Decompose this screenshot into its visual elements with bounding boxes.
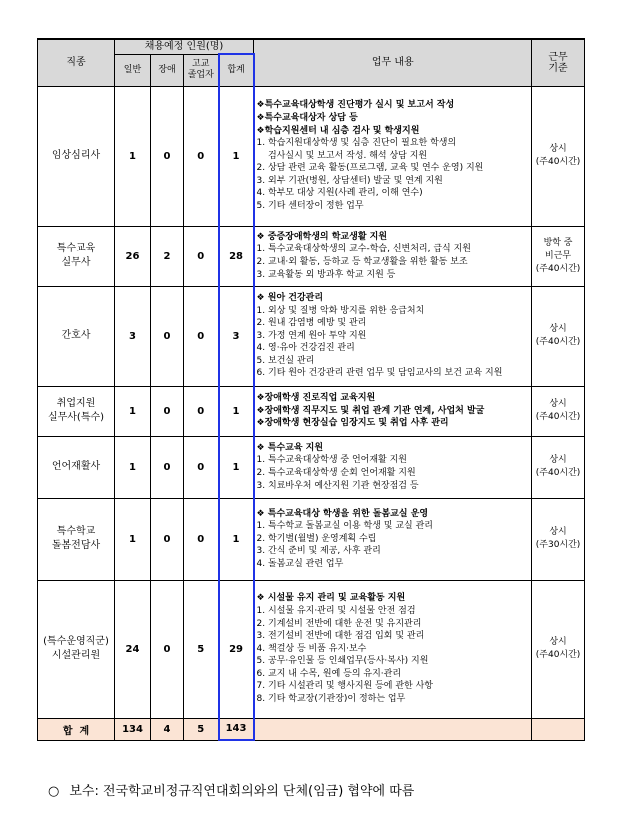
count-general: 1 (115, 386, 151, 436)
duty-item: 1. 특수교육대상학생의 교수-학습, 신변처리, 급식 지원 (256, 244, 471, 255)
work-basis-line: 상시 (549, 527, 567, 537)
duty-item: 4. 학부모 대상 지원(사례 관리, 이해 연수) (256, 188, 423, 199)
duty-item: ❖특수교육대상학생 진단평가 실시 및 보고서 작성 (256, 100, 455, 111)
count-general: 1 (115, 498, 151, 580)
duty-list (254, 386, 532, 436)
duty-item: ❖ 중증장애학생의 학교생활 지원 (256, 231, 388, 242)
duty-item: 4. 영·유아 건강검진 관리 (256, 343, 355, 354)
duty-item: 3. 치료바우처 예산지원 기관 현장점검 등 (256, 480, 419, 491)
header-highschool-line1: 고교 (192, 59, 210, 69)
duty-item: 2. 원내 감염병 예방 및 관리 (256, 318, 367, 329)
count-disabled: 0 (151, 436, 184, 498)
duty-item: 검사실시 및 보고서 작성. 해석 상담 지원 (256, 150, 428, 161)
duty-list (254, 436, 532, 498)
header-work (532, 39, 585, 86)
job-title (38, 498, 115, 580)
job-title-line1: 취업지원 (56, 398, 96, 409)
work-basis-line: (주40시간) (535, 412, 581, 422)
duty-item: 1. 시설물 유지·관리 및 시설물 안전 점검 (256, 605, 416, 616)
work-basis (532, 498, 585, 580)
duty-item: 6. 기타 원아 건강관리 관련 업무 및 담임교사의 보건 교육 지원 (256, 368, 503, 379)
duty-list (254, 226, 532, 286)
duty-item: 3. 가정 연계 원아 투약 지원 (256, 330, 367, 341)
job-title (38, 436, 115, 498)
recruitment-table (37, 38, 585, 741)
work-basis (532, 286, 585, 386)
duty-item: 6. 교지 내 수목, 원예 등의 유지·관리 (256, 668, 402, 679)
duty-item: 5. 보건실 관리 (256, 355, 315, 366)
duty-item: 2. 학기별(월별) 운영계획 수립 (256, 533, 377, 544)
count-highschool: 0 (184, 386, 219, 436)
job-title (38, 580, 115, 718)
work-basis-line: 비근무 (545, 250, 572, 261)
count-sum: 28 (219, 226, 254, 286)
total-work-empty (532, 718, 585, 740)
duty-item: 2. 기계설비 전반에 대한 운전 및 유지관리 (256, 618, 422, 629)
duty-item: ❖장애학생 직무지도 및 취업 관계 기관 연계, 사업처 발굴 (256, 405, 485, 416)
duty-item: 1. 외상 및 질병 악화 방지를 위한 응급처치 (256, 305, 425, 316)
total-row (38, 718, 585, 740)
job-title-line1: 특수학교 (56, 526, 96, 537)
duty-item: ❖장애학생 진로직업 교육지원 (256, 393, 376, 404)
work-basis-line: (주40시간) (535, 650, 581, 660)
work-basis-line: 상시 (549, 455, 567, 465)
work-basis (532, 580, 585, 718)
count-highschool: 0 (184, 498, 219, 580)
count-general: 3 (115, 286, 151, 386)
table-row (38, 226, 585, 286)
count-highschool: 5 (184, 580, 219, 718)
duty-list (254, 580, 532, 718)
duty-item: 2. 교내·외 활동, 등하교 등 학교생활을 위한 활동 보조 (256, 257, 468, 267)
duty-item: 2. 특수교육대상학생 순회 언어재활 지원 (256, 468, 416, 478)
duty-item: 7. 기타 시설관리 및 행사지원 등에 관한 사항 (256, 681, 433, 692)
work-basis-line: (주40시간) (535, 337, 581, 347)
job-title-line1: 특수교육 (56, 243, 96, 254)
duty-item: 3. 교육활동 외 방과후 학교 지원 등 (256, 269, 396, 280)
count-sum: 1 (219, 436, 254, 498)
duty-item: ❖ 특수교육대상 학생을 위한 돌봄교실 운영 (256, 508, 429, 519)
work-basis-line: (주40시간) (535, 157, 581, 167)
header-job: 직종 (38, 39, 115, 86)
table-row (38, 498, 585, 580)
duty-list (254, 498, 532, 580)
job-title (38, 226, 115, 286)
header-highschool-line2: 졸업자 (187, 70, 214, 80)
work-basis-line: (주40시간) (535, 468, 581, 478)
count-highschool: 0 (184, 86, 219, 226)
job-title-line2: 실무사(특수) (47, 412, 105, 423)
count-general: 26 (115, 226, 151, 286)
header-duties: 업무 내용 (254, 39, 532, 86)
duty-item: 1. 특수교육대상학생 중 언어재활 지원 (256, 455, 407, 466)
header-highschool (184, 54, 219, 86)
job-title (38, 286, 115, 386)
duty-list (254, 86, 532, 226)
duty-item: ❖ 특수교육 지원 (256, 442, 324, 453)
duty-item: ❖장애학생 현장실습 임장지도 및 취업 사후 관리 (256, 418, 449, 429)
job-title-line2: 돌봄전담사 (51, 540, 101, 551)
total-highschool: 5 (184, 718, 219, 740)
duty-item: 8. 기타 학교장(기관장)이 정하는 업무 (256, 694, 406, 705)
count-disabled: 0 (151, 498, 184, 580)
note-bullet: ○ (48, 784, 60, 799)
job-title-line2: 실무사 (61, 257, 91, 268)
header-sum: 합계 (219, 54, 254, 86)
duty-item: 1. 학습지원대상학생 및 심층 진단이 필요한 학생의 (256, 138, 457, 149)
duty-item: 2. 상담 관련 교육 활동(프로그램, 교육 및 연수 운영) 지원 (256, 163, 484, 174)
table-row (38, 580, 585, 718)
count-general: 1 (115, 86, 151, 226)
duty-item: 1. 특수학교 돌봄교실 이용 학생 및 교실 관리 (256, 521, 433, 532)
duty-item: 3. 전기설비 전반에 대한 점검 입회 및 관리 (256, 631, 425, 642)
work-basis-line: 상시 (549, 399, 567, 409)
table-row (38, 86, 585, 226)
count-highschool: 0 (184, 286, 219, 386)
duty-item: 3. 외부 기관(병원, 상담센터) 발굴 및 연계 지원 (256, 175, 443, 186)
count-general: 1 (115, 436, 151, 498)
duty-item: ❖학습지원센터 내 심층 검사 및 학생지원 (256, 125, 420, 136)
duty-item: ❖ 시설물 유지 관리 및 교육활동 지원 (256, 593, 406, 604)
table-row (38, 286, 585, 386)
work-basis (532, 86, 585, 226)
count-sum: 29 (219, 580, 254, 718)
total-label: 합 계 (38, 718, 115, 740)
duty-item: 5. 공무·유인물 등 인쇄업무(등사·복사) 지원 (256, 656, 429, 667)
job-title (38, 86, 115, 226)
job-title-line1: 간호사 (61, 330, 91, 341)
duty-item: ❖특수교육대상자 상담 등 (256, 112, 358, 123)
work-basis-line: 상시 (549, 324, 567, 334)
total-disabled: 4 (151, 718, 184, 740)
count-sum: 1 (219, 386, 254, 436)
work-basis-line: 상시 (549, 144, 567, 154)
count-sum: 3 (219, 286, 254, 386)
count-disabled: 0 (151, 286, 184, 386)
note-text: 보수: 전국학교비정규직연대회의와의 단체(임금) 협약에 따름 (69, 784, 415, 799)
work-basis-line: 방학 중 (543, 237, 573, 248)
work-basis-line: (주40시간) (535, 263, 581, 274)
table-row (38, 386, 585, 436)
duty-item: 4. 돌봄교실 관련 업무 (256, 558, 344, 569)
job-title (38, 386, 115, 436)
job-title-line1: 언어재활사 (51, 461, 101, 472)
duty-list (254, 286, 532, 386)
job-title-line1: 임상심리사 (51, 150, 101, 161)
header-planned: 채용예정 인원(명) (115, 39, 254, 54)
duty-item: ❖ 원아 건강관리 (256, 292, 324, 303)
table-row (38, 436, 585, 498)
work-basis (532, 436, 585, 498)
work-basis-line: (주30시간) (535, 540, 581, 550)
duty-item: 3. 간식 준비 및 제공, 사후 관리 (256, 546, 381, 557)
count-sum: 1 (219, 498, 254, 580)
job-title-line2: 시설관리원 (51, 650, 101, 661)
header-work-line2: 기준 (548, 62, 568, 74)
duty-item: 5. 기타 센터장이 정한 업무 (256, 201, 364, 212)
count-sum: 1 (219, 86, 254, 226)
work-basis-line: 상시 (549, 637, 567, 647)
count-disabled: 0 (151, 386, 184, 436)
count-highschool: 0 (184, 436, 219, 498)
count-disabled: 0 (151, 86, 184, 226)
work-basis (532, 386, 585, 436)
count-highschool: 0 (184, 226, 219, 286)
job-title-line1: (특수운영직군) (43, 636, 109, 647)
header-disabled: 장애 (151, 54, 184, 86)
header-work-line1: 근무 (548, 51, 568, 63)
count-disabled: 2 (151, 226, 184, 286)
total-general: 134 (115, 718, 151, 740)
total-sum: 143 (219, 718, 254, 740)
header-general: 일반 (115, 54, 151, 86)
count-disabled: 0 (151, 580, 184, 718)
pay-note (48, 780, 414, 799)
total-duties-empty (254, 718, 532, 740)
count-general: 24 (115, 580, 151, 718)
duty-item: 4. 책걸상 등 비품 유지·보수 (256, 643, 367, 654)
work-basis (532, 226, 585, 286)
